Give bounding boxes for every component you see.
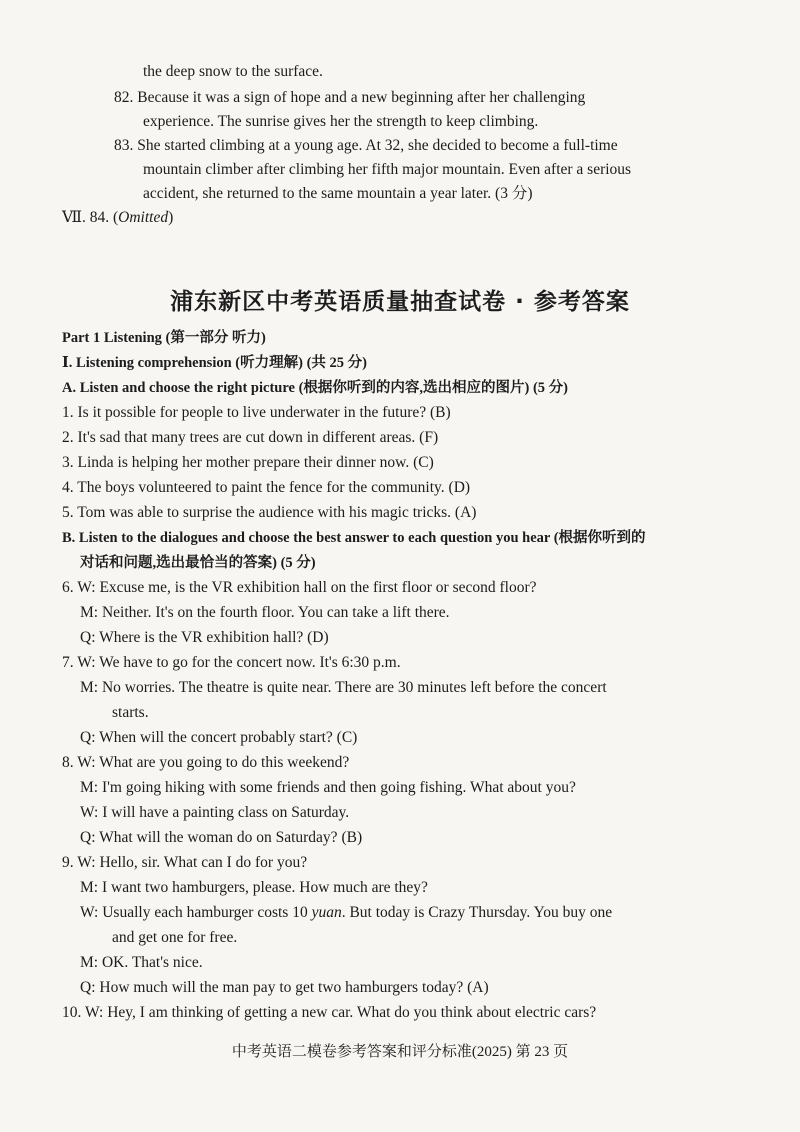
section-b-heading-line2: 对话和问题,选出最恰当的答案) (5 分) <box>80 555 316 571</box>
answer-81-continuation: the deep snow to the surface. <box>143 63 323 80</box>
dialogue-9-w2-part-a: W: Usually each hamburger costs 10 <box>80 904 312 921</box>
answer-item-3: 3. Linda is helping her mother prepare their dinner now. (C) <box>62 454 434 471</box>
answer-item-5: 5. Tom was able to surprise the audience with his magic tricks. (A) <box>62 504 477 521</box>
section-a-heading: A. Listen and choose the right picture (根据你听到的内容,选出相应的图片) (5 分) <box>62 380 569 396</box>
dialogue-9-w2-line2: and get one for free. <box>112 929 238 946</box>
answer-82-line1: 82. Because it was a sign of hope and a new beginning after her challenging <box>114 89 586 106</box>
dialogue-7-m-line1: M: No worries. The theatre is quite near. There are 30 minutes left before the concert <box>80 679 607 696</box>
dialogue-9-w2-part-b: . But today is Crazy Thursday. You buy one <box>341 904 613 921</box>
dialogue-9-q: Q: How much will the man pay to get two hamburgers today? (A) <box>80 979 489 996</box>
dialogue-9-w: 9. W: Hello, sir. What can I do for you? <box>62 854 308 871</box>
dialogue-7-w: 7. W: We have to go for the concert now. It's 6:30 p.m. <box>62 654 401 671</box>
currency-yuan: yuan <box>311 904 342 921</box>
answer-84 <box>62 208 173 228</box>
dialogue-9-m2: M: OK. That's nice. <box>80 954 203 971</box>
answer-83-line2: mountain climber after climbing her fifth major mountain. Even after a serious <box>143 161 632 178</box>
answer-item-4: 4. The boys volunteered to paint the fence for the community. (D) <box>62 479 471 496</box>
answer-83-line1: 83. She started climbing at a young age. At 32, she decided to become a full-time <box>114 137 618 154</box>
answer-item-1: 1. Is it possible for people to live underwater in the future? (B) <box>62 404 451 421</box>
answer-84-prefix: Ⅶ. 84. ( <box>62 209 119 226</box>
dialogue-7-q: Q: When will the concert probably start? (C) <box>80 729 358 746</box>
part1-heading: Part 1 Listening (第一部分 听力) <box>62 330 266 346</box>
section-b-heading-line1: B. Listen to the dialogues and choose the best answer to each question you hear (根据你听到的 <box>62 530 646 546</box>
dialogue-9-w2-line1 <box>80 903 612 923</box>
answer-item-2: 2. It's sad that many trees are cut down in different areas. (F) <box>62 429 439 446</box>
dialogue-8-w: 8. W: What are you going to do this weekend? <box>62 754 350 771</box>
answer-83-line3: accident, she returned to the same mountain a year later. (3 分) <box>143 185 533 202</box>
section-1-heading: Ⅰ. Listening comprehension (听力理解) (共 25 分) <box>62 355 367 371</box>
dialogue-10-w: 10. W: Hey, I am thinking of getting a new car. What do you think about electric cars? <box>62 1004 597 1021</box>
dialogue-6-m: M: Neither. It's on the fourth floor. You can take a lift there. <box>80 604 450 621</box>
answer-82-line2: experience. The sunrise gives her the strength to keep climbing. <box>143 113 539 130</box>
dialogue-6-q: Q: Where is the VR exhibition hall? (D) <box>80 629 329 646</box>
answer-84-suffix: ) <box>168 209 174 226</box>
dialogue-8-w2: W: I will have a painting class on Saturday. <box>80 804 350 821</box>
dialogue-8-m: M: I'm going hiking with some friends and then going fishing. What about you? <box>80 779 576 796</box>
dialogue-8-q: Q: What will the woman do on Saturday? (B) <box>80 829 363 846</box>
document-title: 浦东新区中考英语质量抽查试卷 · 参考答案 <box>170 289 630 315</box>
dialogue-9-m: M: I want two hamburgers, please. How much are they? <box>80 879 428 896</box>
page-footer: 中考英语二模卷参考答案和评分标准(2025) 第 23 页 <box>231 1044 569 1060</box>
dialogue-7-m-line2: starts. <box>112 704 149 721</box>
dialogue-6-w: 6. W: Excuse me, is the VR exhibition hall on the first floor or second floor? <box>62 579 537 596</box>
answer-84-omitted: Omitted <box>118 209 169 226</box>
